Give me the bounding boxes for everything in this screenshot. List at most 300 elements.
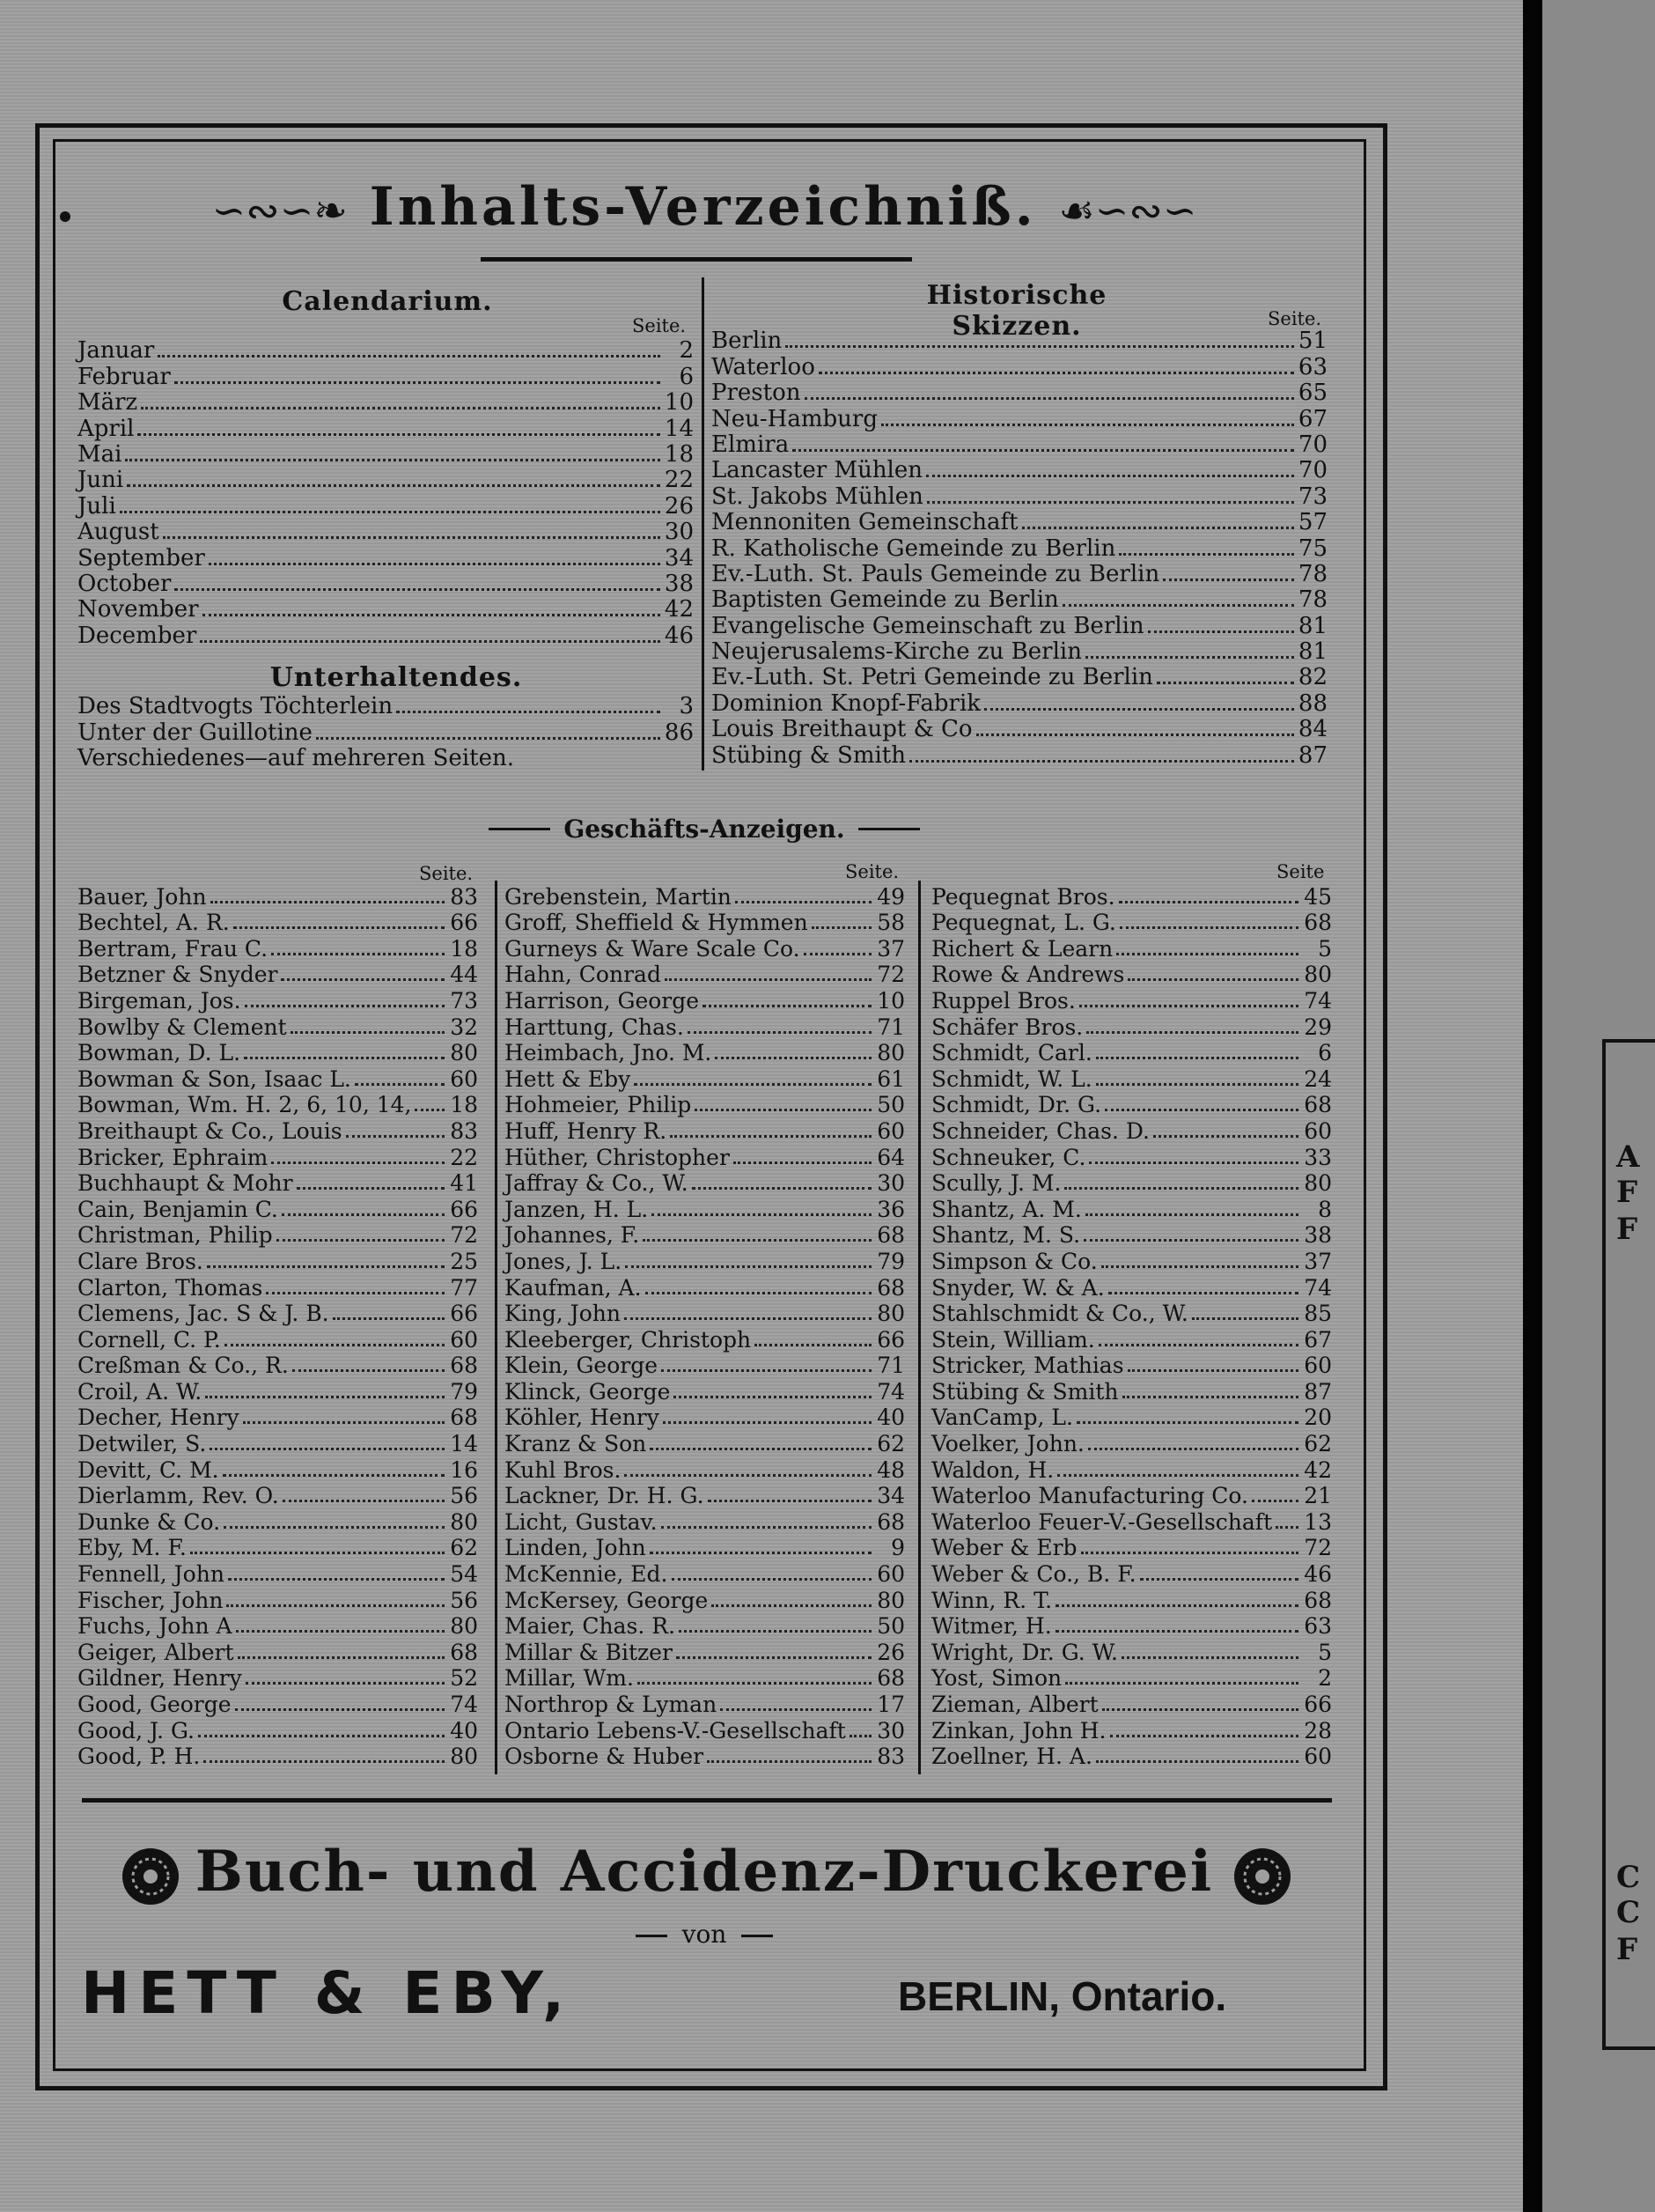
history-entry-page: 81 bbox=[1298, 612, 1328, 639]
ad-entry-page: 68 bbox=[450, 1353, 478, 1379]
calendar-entry-page: 46 bbox=[664, 622, 694, 649]
ad-entry-name: Simpson & Co. bbox=[931, 1248, 1098, 1274]
ad-entry-page: 68 bbox=[1304, 1587, 1332, 1613]
history-entry-name: Mennoniten Gemeinschaft bbox=[711, 509, 1019, 536]
ad-entry-name: Yost, Simon bbox=[931, 1665, 1063, 1692]
history-entry bbox=[711, 717, 1328, 742]
ad-entry bbox=[931, 883, 1332, 910]
ad-entry-page: 80 bbox=[1304, 962, 1332, 988]
history-entry-page: 57 bbox=[1298, 509, 1328, 536]
calendar-entry-name: October bbox=[77, 570, 172, 597]
ad-entry bbox=[77, 1065, 478, 1092]
ad-entry-page: 9 bbox=[891, 1535, 905, 1561]
history-heading: Historische Skizzen. bbox=[926, 280, 1107, 342]
ad-entry bbox=[77, 1117, 478, 1144]
ad-entry-page: 50 bbox=[877, 1613, 905, 1640]
ad-entry-page: 80 bbox=[450, 1040, 478, 1066]
ad-entry-page: 60 bbox=[1304, 1117, 1332, 1144]
ad-entry-page: 18 bbox=[450, 1092, 478, 1118]
history-entry-page: 73 bbox=[1298, 483, 1328, 510]
leader-dots bbox=[1084, 1239, 1298, 1242]
ad-entry bbox=[504, 1040, 905, 1066]
leader-dots bbox=[246, 1682, 445, 1685]
ad-entry-name: Schmidt, Dr. G. bbox=[931, 1092, 1102, 1118]
history-entry-page: 78 bbox=[1298, 560, 1328, 587]
history-entry bbox=[711, 380, 1328, 406]
calendar-entry bbox=[77, 364, 694, 389]
history-entry-page: 82 bbox=[1298, 664, 1328, 691]
leader-dots bbox=[692, 1187, 872, 1190]
ad-entry bbox=[931, 1535, 1332, 1561]
ad-entry bbox=[77, 1717, 478, 1744]
ad-entry bbox=[504, 1353, 905, 1379]
ad-entry-name: Good, P. H. bbox=[77, 1744, 201, 1770]
history-entry-name: Baptisten Gemeinde zu Berlin bbox=[711, 586, 1059, 614]
calendar-entry-name: Mai bbox=[77, 440, 122, 468]
leader-dots bbox=[1089, 1161, 1298, 1164]
ad-entry bbox=[504, 1613, 905, 1640]
history-entry bbox=[711, 432, 1328, 458]
page-title: Inhalts-Verzeichniß. bbox=[369, 176, 1037, 238]
ad-entry-name: Lackner, Dr. H. G. bbox=[504, 1483, 704, 1509]
leader-dots bbox=[1096, 1083, 1298, 1086]
history-entry-name: Preston bbox=[711, 380, 801, 407]
ad-entry bbox=[504, 1092, 905, 1118]
ad-entry-name: Clemens, Jac. S & J. B. bbox=[77, 1301, 329, 1327]
leader-dots bbox=[754, 1344, 872, 1346]
calendar-entry bbox=[77, 416, 694, 441]
calendar-entry-page: 34 bbox=[664, 544, 694, 571]
ad-entry-page: 37 bbox=[1304, 1248, 1332, 1274]
printer-name: HETT & EBY, bbox=[81, 1959, 574, 2027]
ads-heading: Geschäfts-Anzeigen. bbox=[563, 815, 845, 844]
leader-dots bbox=[163, 536, 660, 539]
ad-entry-page: 62 bbox=[1304, 1431, 1332, 1457]
ad-entry-page: 49 bbox=[877, 883, 905, 910]
ad-entry bbox=[504, 883, 905, 910]
ad-entry bbox=[931, 1353, 1332, 1379]
history-entry bbox=[711, 665, 1328, 690]
ad-entry bbox=[931, 1483, 1332, 1509]
ad-entry-name: Bowman & Son, Isaac L. bbox=[77, 1065, 351, 1092]
leader-dots bbox=[672, 1578, 872, 1581]
history-entry bbox=[711, 510, 1328, 535]
history-entry-page: 70 bbox=[1298, 431, 1328, 458]
ad-entry-page: 25 bbox=[450, 1248, 478, 1274]
ad-entry bbox=[504, 987, 905, 1014]
leader-dots bbox=[271, 953, 445, 955]
ad-entry-page: 66 bbox=[1304, 1692, 1332, 1717]
leader-dots bbox=[1101, 1265, 1298, 1268]
ad-entry-name: Bowman, D. L. bbox=[77, 1040, 241, 1066]
ad-entry-page: 62 bbox=[877, 1431, 905, 1457]
leader-dots bbox=[711, 1604, 872, 1607]
history-entry bbox=[711, 328, 1328, 354]
heading-rule bbox=[858, 828, 920, 830]
ad-entry-name: Richert & Learn bbox=[931, 935, 1114, 962]
calendar-entry-page: 42 bbox=[664, 596, 694, 623]
ad-entry-page: 64 bbox=[877, 1144, 905, 1170]
ad-entry-name: Harttung, Chas. bbox=[504, 1014, 684, 1040]
history-list bbox=[711, 328, 1328, 769]
leader-dots bbox=[415, 1109, 445, 1111]
ad-entry-page: 54 bbox=[450, 1561, 478, 1588]
ad-entry-name: Schmidt, Carl. bbox=[931, 1040, 1092, 1066]
entertainment-entry-page: 3 bbox=[679, 693, 694, 720]
ad-entry-name: Janzen, H. L. bbox=[504, 1196, 649, 1222]
ad-entry-name: Gildner, Henry bbox=[77, 1665, 242, 1692]
history-entry-name: Berlin bbox=[711, 328, 783, 355]
history-entry-name: Elmira bbox=[711, 431, 790, 458]
leader-dots bbox=[210, 1448, 445, 1450]
ad-entry bbox=[504, 1639, 905, 1665]
ad-entry-name: Fuchs, John A bbox=[77, 1613, 232, 1640]
ad-entry-page: 17 bbox=[877, 1692, 905, 1717]
ad-entry-name: Stübing & Smith bbox=[931, 1378, 1119, 1405]
calendar-entry bbox=[77, 520, 694, 545]
ad-entry-name: Dunke & Co. bbox=[77, 1508, 221, 1535]
leader-dots bbox=[708, 1500, 872, 1502]
ad-entry-name: Scully, J. M. bbox=[931, 1170, 1062, 1197]
ad-entry-page: 30 bbox=[877, 1717, 905, 1744]
ad-entry bbox=[931, 1144, 1332, 1170]
ad-entry-page: 71 bbox=[877, 1014, 905, 1040]
ad-entry bbox=[77, 1508, 478, 1535]
ad-entry bbox=[77, 1378, 478, 1405]
ad-entry-name: Bertram, Frau C. bbox=[77, 935, 268, 962]
ad-entry-page: 71 bbox=[877, 1353, 905, 1379]
ads-seite-label-2: Seite. bbox=[845, 861, 900, 882]
calendar-entry-name: August bbox=[77, 519, 159, 546]
leader-dots bbox=[735, 901, 872, 903]
ad-entry-name: Johannes, F. bbox=[504, 1222, 640, 1249]
entertainment-entry bbox=[77, 746, 694, 771]
ad-entry-page: 68 bbox=[877, 1274, 905, 1301]
ads-column-divider bbox=[495, 881, 497, 1774]
leader-dots bbox=[396, 711, 660, 713]
ad-entry-page: 46 bbox=[1304, 1561, 1332, 1588]
leader-dots bbox=[1096, 1057, 1298, 1059]
adjacent-page-letter: C bbox=[1616, 1860, 1641, 1895]
leader-dots bbox=[676, 1656, 872, 1659]
history-entry bbox=[711, 458, 1328, 483]
leader-dots bbox=[1085, 1213, 1298, 1216]
ad-entry-name: Stahlschmidt & Co., W. bbox=[931, 1301, 1188, 1327]
history-entry-page: 70 bbox=[1298, 457, 1328, 484]
von-rule bbox=[636, 1935, 667, 1937]
calendar-entry bbox=[77, 390, 694, 416]
ad-entry bbox=[77, 1744, 478, 1770]
leader-dots bbox=[661, 1526, 872, 1529]
ad-entry-name: King, John bbox=[504, 1301, 621, 1327]
ad-entry-name: Millar, Wm. bbox=[504, 1665, 634, 1692]
ad-entry-name: Grebenstein, Martin bbox=[504, 883, 732, 910]
ad-entry-name: Huff, Henry R. bbox=[504, 1117, 667, 1144]
leader-dots bbox=[203, 1760, 445, 1763]
leader-dots bbox=[223, 1474, 445, 1477]
leader-dots bbox=[1276, 1526, 1298, 1529]
ad-entry-name: Kuhl Bros. bbox=[504, 1456, 622, 1483]
ad-entry-page: 83 bbox=[450, 883, 478, 910]
ad-entry bbox=[504, 1744, 905, 1770]
entertainment-entry bbox=[77, 719, 694, 745]
calendar-entry-page: 2 bbox=[679, 337, 694, 365]
leader-dots bbox=[125, 459, 660, 461]
history-entry-name: Neujerusalems-Kirche zu Berlin bbox=[711, 638, 1082, 666]
leader-dots bbox=[1065, 1682, 1298, 1685]
ad-entry-page: 74 bbox=[450, 1692, 478, 1717]
calendar-entry-name: Juni bbox=[77, 467, 124, 494]
left-flourish-icon: ∽∾∽❧ bbox=[211, 187, 348, 234]
ad-entry-page: 68 bbox=[877, 1222, 905, 1249]
ad-entry-page: 41 bbox=[450, 1170, 478, 1197]
von-label: von bbox=[681, 1920, 727, 1949]
ad-entry bbox=[504, 1508, 905, 1535]
history-entry-page: 88 bbox=[1298, 689, 1328, 717]
ad-entry bbox=[504, 1430, 905, 1456]
ad-entry-page: 60 bbox=[1304, 1353, 1332, 1379]
ad-entry-page: 40 bbox=[450, 1717, 478, 1744]
ad-entry-page: 62 bbox=[450, 1535, 478, 1561]
entertainment-heading: Unterhaltendes. bbox=[269, 662, 523, 693]
ad-entry bbox=[931, 1508, 1332, 1535]
history-entry-name: R. Katholische Gemeinde zu Berlin bbox=[711, 535, 1116, 562]
leader-dots bbox=[1099, 1344, 1298, 1346]
leader-dots bbox=[198, 1735, 445, 1737]
history-entry bbox=[711, 587, 1328, 613]
ad-entry-name: Schäfer Bros. bbox=[931, 1014, 1084, 1040]
ad-entry bbox=[931, 1665, 1332, 1692]
leader-dots bbox=[202, 614, 660, 616]
leader-dots bbox=[243, 1421, 445, 1424]
ad-entry-name: Klinck, George bbox=[504, 1378, 671, 1405]
ad-entry bbox=[931, 1117, 1332, 1144]
ad-entry-page: 80 bbox=[450, 1613, 478, 1640]
ad-entry bbox=[77, 910, 478, 936]
ad-entry-page: 28 bbox=[1304, 1717, 1332, 1744]
ad-entry-page: 32 bbox=[450, 1014, 478, 1040]
history-entry bbox=[711, 562, 1328, 587]
leader-dots bbox=[634, 1083, 872, 1086]
ad-entry-page: 72 bbox=[450, 1222, 478, 1249]
ad-entry-name: Creßman & Co., R. bbox=[77, 1353, 289, 1379]
leader-dots bbox=[707, 1760, 872, 1763]
ads-column-1 bbox=[77, 883, 478, 1769]
ad-entry-name: Voelker, John. bbox=[931, 1431, 1085, 1457]
ad-entry-page: 52 bbox=[450, 1665, 478, 1692]
leader-dots bbox=[276, 1239, 445, 1242]
ad-entry-name: Wright, Dr. G. W. bbox=[931, 1639, 1118, 1665]
history-entry-name: Waterloo bbox=[711, 353, 815, 380]
ad-entry-name: Clarton, Thomas bbox=[77, 1274, 263, 1301]
leader-dots bbox=[650, 1448, 872, 1450]
ad-entry-page: 16 bbox=[450, 1456, 478, 1483]
leader-dots bbox=[670, 1135, 872, 1138]
ad-entry bbox=[77, 883, 478, 910]
ad-entry-name: Millar & Bitzer bbox=[504, 1639, 673, 1665]
ad-entry-name: Ruppel Bros. bbox=[931, 987, 1076, 1014]
ad-entry-name: Stricker, Mathias bbox=[931, 1353, 1124, 1379]
leader-dots bbox=[233, 926, 445, 929]
ad-entry bbox=[504, 1378, 905, 1405]
ad-entry bbox=[77, 1535, 478, 1561]
leader-dots bbox=[804, 953, 872, 955]
ad-entry-name: Pequegnat, L. G. bbox=[931, 910, 1116, 936]
ad-entry-name: McKersey, George bbox=[504, 1587, 709, 1613]
ad-entry bbox=[77, 1587, 478, 1613]
calendar-entry-page: 38 bbox=[664, 570, 694, 597]
ad-entry bbox=[77, 987, 478, 1014]
history-entry-name: Neu-Hamburg bbox=[711, 405, 878, 432]
leader-dots bbox=[226, 1604, 445, 1607]
ad-entry bbox=[931, 962, 1332, 988]
history-entry-name: St. Jakobs Mühlen bbox=[711, 483, 923, 510]
ad-entry-page: 68 bbox=[450, 1639, 478, 1665]
leader-dots bbox=[688, 1031, 872, 1034]
ad-entry-name: Zoellner, H. A. bbox=[931, 1744, 1092, 1770]
ad-entry-page: 73 bbox=[450, 987, 478, 1014]
ad-entry bbox=[77, 1430, 478, 1456]
ad-entry-name: Snyder, W. & A. bbox=[931, 1274, 1105, 1301]
ad-entry-page: 60 bbox=[1304, 1744, 1332, 1770]
ad-entry bbox=[931, 1065, 1332, 1092]
ad-entry bbox=[77, 1691, 478, 1717]
leader-dots bbox=[1157, 682, 1294, 684]
ad-entry-name: Heimbach, Jno. M. bbox=[504, 1040, 712, 1066]
history-entry bbox=[711, 742, 1328, 768]
ad-entry-page: 60 bbox=[877, 1117, 905, 1144]
ad-entry-page: 48 bbox=[877, 1456, 905, 1483]
leader-dots bbox=[1122, 1396, 1299, 1398]
calendar-entry bbox=[77, 571, 694, 597]
history-entry bbox=[711, 483, 1328, 509]
leader-dots bbox=[976, 734, 1294, 736]
history-entry-name: Dominion Knopf-Fabrik bbox=[711, 689, 982, 717]
leader-dots bbox=[984, 708, 1294, 711]
ad-entry bbox=[77, 1040, 478, 1066]
ad-entry-name: Hett & Eby bbox=[504, 1065, 631, 1092]
entertainment-entry-name: Verschiedenes—auf mehreren Seiten. bbox=[77, 745, 514, 772]
leader-dots bbox=[333, 1317, 445, 1320]
ad-entry bbox=[77, 1274, 478, 1301]
adjacent-page-letter: F bbox=[1616, 1212, 1638, 1247]
calendar-entry-name: November bbox=[77, 596, 199, 623]
leader-dots bbox=[1108, 1292, 1298, 1294]
ad-entry bbox=[931, 1326, 1332, 1353]
ad-entry-name: Bechtel, A. R. bbox=[77, 910, 230, 936]
leader-dots bbox=[1192, 1317, 1298, 1320]
calendar-entry-page: 10 bbox=[664, 389, 694, 417]
ad-entry-page: 10 bbox=[877, 987, 905, 1014]
calendar-list bbox=[77, 338, 694, 649]
ad-entry-name: Bricker, Ephraim bbox=[77, 1144, 268, 1170]
entertainment-entry bbox=[77, 694, 694, 719]
heading-rule bbox=[489, 828, 550, 830]
history-entry-page: 67 bbox=[1298, 405, 1328, 432]
ad-entry-name: Good, J. G. bbox=[77, 1717, 195, 1744]
ad-entry-page: 74 bbox=[877, 1378, 905, 1405]
history-entry-page: 87 bbox=[1298, 741, 1328, 769]
leader-dots bbox=[245, 1005, 445, 1007]
ad-entry-page: 72 bbox=[877, 962, 905, 988]
ad-entry-page: 74 bbox=[1304, 987, 1332, 1014]
ad-entry-name: Bowlby & Clement bbox=[77, 1014, 287, 1040]
adjacent-page-letter: A bbox=[1616, 1139, 1640, 1175]
ad-entry-page: 56 bbox=[450, 1483, 478, 1509]
ad-entry-page: 58 bbox=[877, 910, 905, 936]
ad-entry bbox=[77, 1483, 478, 1509]
ad-entry-name: Devitt, C. M. bbox=[77, 1456, 219, 1483]
ad-entry bbox=[931, 935, 1332, 962]
ad-entry bbox=[931, 1170, 1332, 1197]
history-entry-page: 84 bbox=[1298, 716, 1328, 743]
history-entry bbox=[711, 354, 1328, 380]
ad-entry-name: Geiger, Albert bbox=[77, 1639, 234, 1665]
entertainment-entry-name: Unter der Guillotine bbox=[77, 719, 313, 746]
leader-dots bbox=[1128, 1369, 1298, 1372]
ad-entry-name: Bowman, Wm. H. 2, 6, 10, 14, bbox=[77, 1092, 412, 1118]
calendar-entry bbox=[77, 468, 694, 493]
calendar-entry bbox=[77, 442, 694, 468]
ad-entry-page: 8 bbox=[1318, 1196, 1332, 1222]
ad-entry bbox=[504, 1326, 905, 1353]
ad-entry-page: 29 bbox=[1304, 1014, 1332, 1040]
ad-entry bbox=[931, 1040, 1332, 1066]
history-entry-name: Louis Breithaupt & Co bbox=[711, 716, 973, 743]
ad-entry bbox=[77, 1144, 478, 1170]
ad-entry bbox=[77, 1353, 478, 1379]
ad-entry-page: 60 bbox=[450, 1326, 478, 1353]
leader-dots bbox=[1079, 1005, 1298, 1007]
ad-entry-page: 56 bbox=[450, 1587, 478, 1613]
ad-entry-page: 22 bbox=[450, 1144, 478, 1170]
ad-entry-name: Croil, A. W. bbox=[77, 1378, 202, 1405]
leader-dots bbox=[1096, 1760, 1298, 1763]
calendar-entry-page: 14 bbox=[664, 415, 694, 442]
ad-entry bbox=[77, 1092, 478, 1118]
leader-dots bbox=[624, 1317, 872, 1320]
ad-entry bbox=[504, 1014, 905, 1040]
von-block bbox=[616, 1920, 792, 1949]
leader-dots bbox=[881, 424, 1294, 426]
ad-entry-name: Christman, Philip bbox=[77, 1222, 273, 1249]
ad-entry bbox=[504, 1405, 905, 1431]
ad-entry-page: 80 bbox=[450, 1744, 478, 1770]
leader-dots bbox=[1163, 579, 1294, 581]
ad-entry-page: 80 bbox=[877, 1040, 905, 1066]
ad-entry-name: Köhler, Henry bbox=[504, 1405, 659, 1431]
leader-dots bbox=[651, 1213, 872, 1216]
ad-entry bbox=[504, 1717, 905, 1744]
ad-entry-page: 36 bbox=[877, 1196, 905, 1222]
leader-dots bbox=[805, 397, 1295, 400]
ad-entry-name: Jaffray & Co., W. bbox=[504, 1170, 688, 1197]
leader-dots bbox=[1119, 553, 1294, 556]
ad-entry-name: Hohmeier, Philip bbox=[504, 1092, 692, 1118]
ad-entry bbox=[504, 1248, 905, 1274]
leader-dots bbox=[1057, 1474, 1298, 1477]
ad-entry-page: 80 bbox=[877, 1587, 905, 1613]
ad-entry-page: 14 bbox=[450, 1431, 478, 1457]
leader-dots bbox=[235, 1708, 445, 1711]
ad-entry-name: Fischer, John bbox=[77, 1587, 224, 1613]
ad-entry bbox=[931, 1717, 1332, 1744]
leader-dots bbox=[158, 355, 660, 358]
ad-entry bbox=[931, 1378, 1332, 1405]
history-entry bbox=[711, 406, 1328, 431]
leader-dots bbox=[792, 449, 1294, 452]
ad-entry-page: 66 bbox=[450, 1196, 478, 1222]
